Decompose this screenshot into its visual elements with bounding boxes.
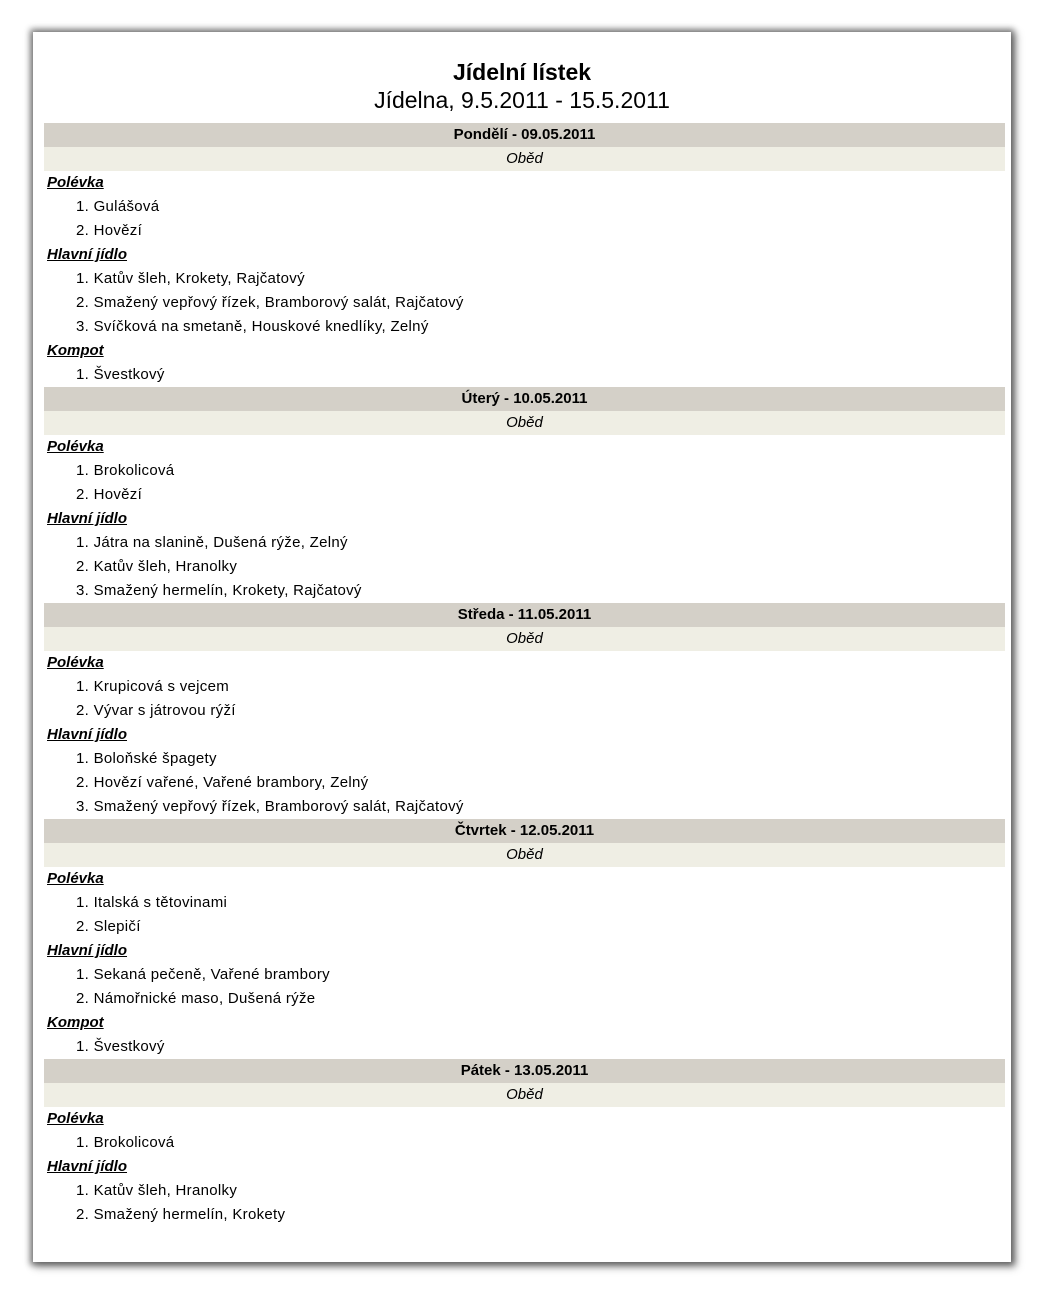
menu-item: 3. Svíčková na smetaně, Houskové knedlíky, Zelný — [76, 318, 429, 335]
menu-item: 2. Hovězí — [76, 222, 143, 239]
document-page — [33, 32, 1011, 1262]
menu-item: 1. Katův šleh, Krokety, Rajčatový — [76, 270, 305, 287]
menu-item: 1. Krupicová s vejcem — [76, 678, 230, 695]
day-section — [44, 123, 1005, 387]
menu-item: 2. Hovězí — [76, 486, 143, 503]
menu-item: 1. Švestkový — [76, 1038, 165, 1055]
menu-item: 2. Smažený vepřový řízek, Bramborový salát, Rajčatový — [76, 294, 464, 311]
menu-item: 2. Katův šleh, Hranolky — [76, 558, 238, 575]
meal-header: Oběd — [44, 411, 1005, 435]
menu-item: 1. Italská s tětovinami — [76, 894, 228, 911]
category-heading: Hlavní jídlo — [47, 246, 128, 263]
page-title: Jídelní lístek — [452, 59, 592, 85]
day-header: Pondělí - 09.05.2011 — [44, 123, 1005, 147]
meal-header: Oběd — [44, 1083, 1005, 1107]
day-header: Pátek - 13.05.2011 — [44, 1059, 1005, 1083]
category-heading: Polévka — [47, 870, 104, 887]
category-heading: Polévka — [47, 438, 104, 455]
menu-item: 2. Smažený hermelín, Krokety — [76, 1206, 286, 1223]
meal-header: Oběd — [44, 627, 1005, 651]
document-header — [33, 32, 1011, 115]
category-heading: Hlavní jídlo — [47, 726, 128, 743]
category-heading: Hlavní jídlo — [47, 1158, 128, 1175]
menu-item: 1. Gulášová — [76, 198, 160, 215]
menu-item: 3. Smažený hermelín, Krokety, Rajčatový — [76, 582, 362, 599]
menu-item: 3. Smažený vepřový řízek, Bramborový salát, Rajčatový — [76, 798, 464, 815]
meal-header: Oběd — [44, 147, 1005, 171]
category-heading: Polévka — [47, 1110, 104, 1127]
menu-item: 1. Brokolicová — [76, 1134, 175, 1151]
category-heading: Hlavní jídlo — [47, 510, 128, 527]
category-heading: Kompot — [47, 1014, 104, 1031]
menu-item: 2. Slepičí — [76, 918, 141, 935]
menu-item: 1. Brokolicová — [76, 462, 175, 479]
meal-header: Oběd — [44, 843, 1005, 867]
menu-item: 2. Hovězí vařené, Vařené brambory, Zelný — [76, 774, 369, 791]
day-section — [44, 387, 1005, 603]
menu-item: 1. Sekaná pečeně, Vařené brambory — [76, 966, 330, 983]
menu-item: 1. Játra na slanině, Dušená rýže, Zelný — [76, 534, 348, 551]
menu-item: 1. Katův šleh, Hranolky — [76, 1182, 238, 1199]
category-heading: Polévka — [47, 174, 104, 191]
category-heading: Hlavní jídlo — [47, 942, 128, 959]
day-header: Čtvrtek - 12.05.2011 — [44, 819, 1005, 843]
menu-item: 1. Švestkový — [76, 366, 165, 383]
category-heading: Kompot — [47, 342, 104, 359]
menu-item: 1. Boloňské špagety — [76, 750, 217, 767]
menu-item: 2. Námořnické maso, Dušená rýže — [76, 990, 316, 1007]
day-header: Středa - 11.05.2011 — [44, 603, 1005, 627]
category-heading: Polévka — [47, 654, 104, 671]
menu-list — [44, 123, 1005, 1227]
day-section — [44, 603, 1005, 819]
day-section — [44, 819, 1005, 1059]
menu-item: 2. Vývar s játrovou rýží — [76, 702, 236, 719]
page-subtitle: Jídelna, 9.5.2011 - 15.5.2011 — [374, 87, 670, 113]
day-header: Úterý - 10.05.2011 — [44, 387, 1005, 411]
day-section — [44, 1059, 1005, 1227]
